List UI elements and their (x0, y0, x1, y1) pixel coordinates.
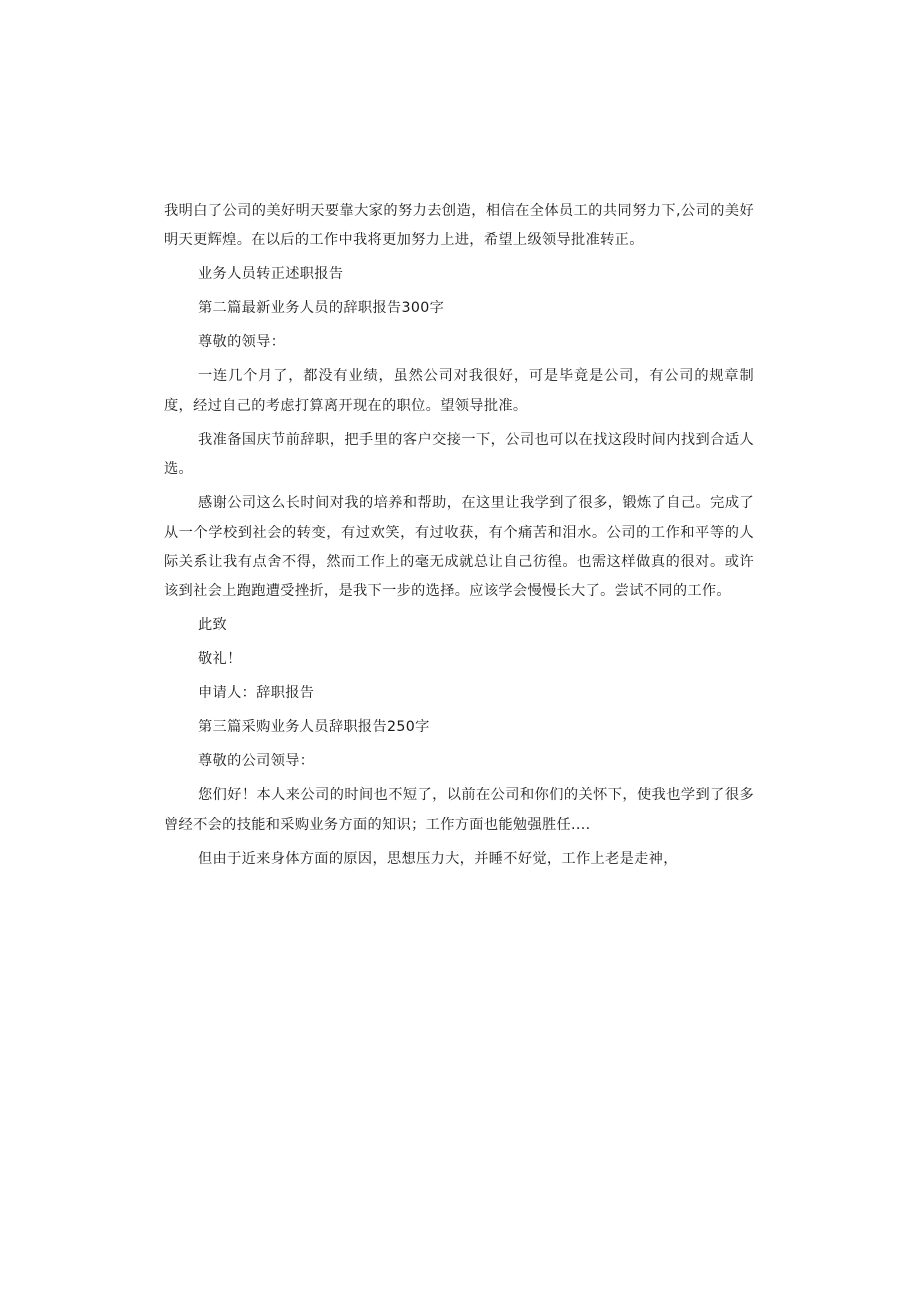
salutation-company-leader: 尊敬的公司领导： (198, 753, 315, 770)
salutation-leader: 尊敬的领导： (198, 334, 286, 351)
heading-probation-report: 业务人员转正述职报告 (198, 266, 344, 283)
paragraph-resign-before-holiday: 我准备国庆节前辞职，把手里的客户交接一下，公司也可以在找这段时间内找到合适人选。 (164, 431, 754, 478)
applicant-line: 申请人：辞职报告 (198, 685, 315, 702)
paragraph-no-performance: 一连几个月了，都没有业绩，虽然公司对我很好，可是毕竟是公司，有公司的规章制度，经过自己的考虑打算离开现在的职位。望领导批准。 (164, 368, 754, 414)
paragraph-gratitude: 感谢公司这么长时间对我的培养和帮助，在这里让我学到了很多，锻炼了自己。完成了从一个学校到社会的转变，有过欢笑，有过收获，有个痛苦和泪水。公司的工作和平等的人际关系让我有点舍不得，然而工作上的毫无成就总让自己彷徨。也需这样做真的很对。或许该到社会上跑跑遭受挫折，是我下一步的选择。应该学会慢慢长大了。尝试不同的工作。 (164, 495, 754, 600)
closing-jingli: 敬礼！ (198, 651, 242, 668)
paragraph-greeting: 您们好！本人来公司的时间也不短了，以前在公司和你们的关怀下，使我也学到了很多曾经不会的技能和采购业务方面的知识；工作方面也能勉强胜任.... (164, 787, 754, 833)
document-body (164, 197, 754, 879)
paragraph-health-reason: 但由于近来身体方面的原因，思想压力大，并睡不好觉，工作上老是走神， (198, 850, 678, 867)
closing-cizhi: 此致 (198, 617, 228, 634)
heading-article-three: 第三篇采购业务人员辞职报告250字 (198, 719, 430, 736)
heading-article-two: 第二篇最新业务人员的辞职报告300字 (198, 300, 445, 317)
paragraph-closing-continuation: 我明白了公司的美好明天要靠大家的努力去创造，相信在全体员工的共同努力下,公司的美好明天更辉煌。在以后的工作中我将更加努力上进，希望上级领导批准转正。 (164, 203, 754, 249)
